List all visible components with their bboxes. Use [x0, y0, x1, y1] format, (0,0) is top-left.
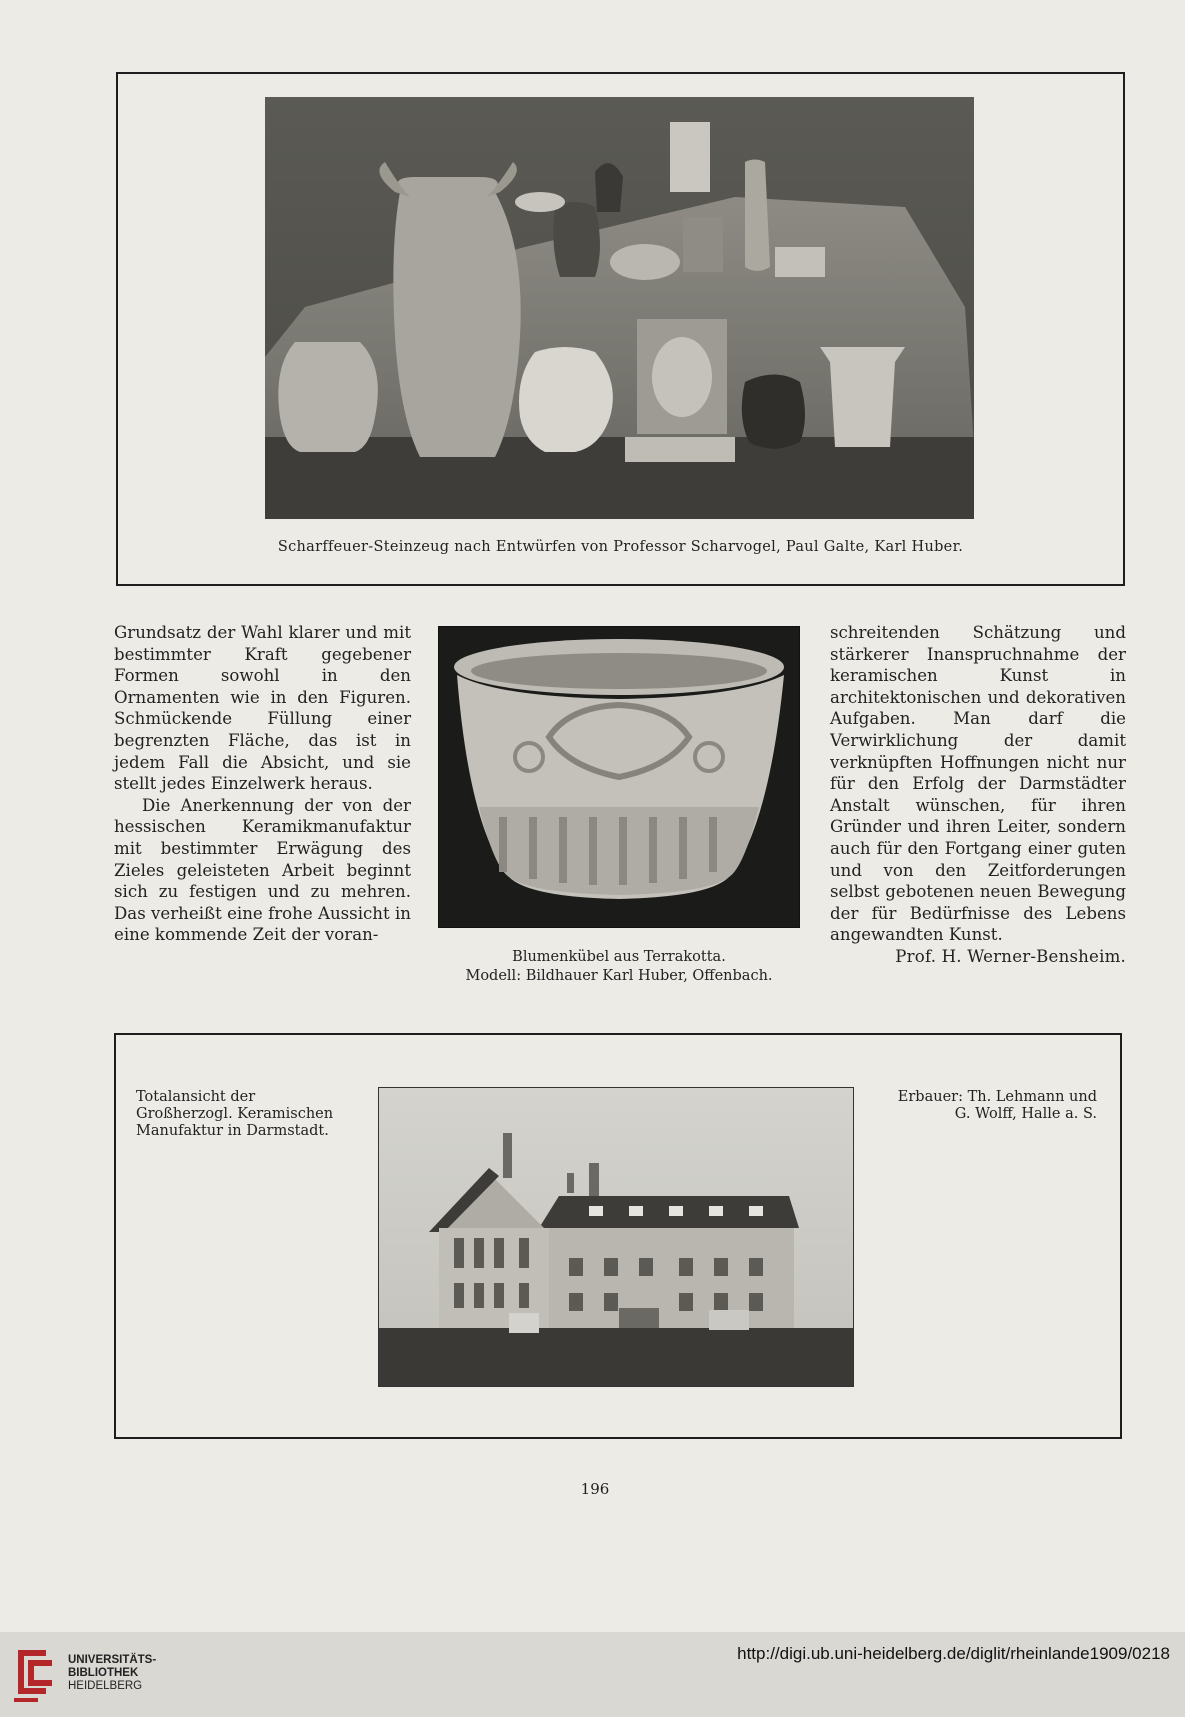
left-text-column — [114, 622, 411, 946]
left-paragraph-1: Grundsatz der Wahl klarer und mit bestimmter Kraft gegebener Formen sowohl in den Ornamenten wie in den Figuren. Schmückende Füllung einer begrenzten Fläche, das ist in jedem Fall die Absicht, und sie stellt jedes Einzelwerk heraus. — [114, 623, 411, 794]
library-line-2: BIBLIOTHEK — [68, 1667, 139, 1679]
bottom-caption-right: Erbauer: Th. Lehmann und G. Wolff, Halle a. S. — [897, 1089, 1097, 1122]
library-line-3: HEIDELBERG — [68, 1680, 143, 1692]
bottom-caption-left: Totalansicht der Großherzogl. Keramischen Manufaktur in Darmstadt. — [136, 1089, 334, 1139]
middle-caption-line-1: Blumenkübel aus Terrakotta. — [512, 949, 726, 965]
right-paragraph-1: schreitenden Schätzung und stärkerer Inanspruchnahme der keramischen Kunst in architektonischen und dekorativen Aufgaben. Man darf die Verwirklichung der damit verknüpften Hoffnungen nicht nur für den Erfolg der Darmstädter Anstalt wünschen, für ihren Gründer und ihren Leiter, sondern auch für den Fortgang einer guten und von den Zeitforderungen selbst gebotenen neuen Bewegung der für Bedürfnisse des Lebens angewandten Kunst. — [830, 623, 1126, 945]
right-text-column — [830, 622, 1126, 968]
flower-tub-photo — [438, 626, 800, 928]
left-paragraph-2: Die Anerkennung der von der hessischen Keramikmanufaktur mit bestimmter Erwägung des Zieles geleisteten Arbeit beginnt sich zu festigen und zu mehren. Das verheißt eine frohe Aussicht in eine kommende Zeit der voran- — [114, 795, 411, 945]
library-line-1: UNIVERSITÄTS- — [68, 1654, 157, 1666]
library-logo-icon[interactable] — [12, 1644, 60, 1704]
page-number: 196 — [580, 1480, 610, 1498]
author-signature: Prof. H. Werner-Bensheim. — [895, 946, 1126, 966]
manufactory-building-photo — [378, 1087, 854, 1387]
middle-caption-line-2: Modell: Bildhauer Karl Huber, Offenbach. — [465, 968, 773, 984]
stoneware-group-photo — [265, 97, 974, 519]
library-name[interactable] — [68, 1654, 156, 1693]
middle-figure-caption — [430, 948, 808, 986]
top-figure-caption: Scharffeuer-Steinzeug nach Entwürfen von Professor Scharvogel, Paul Galte, Karl Huber. — [277, 539, 964, 555]
document-url-link[interactable]: http://digi.ub.uni-heidelberg.de/diglit/rheinlande1909/0218 — [737, 1644, 1170, 1663]
